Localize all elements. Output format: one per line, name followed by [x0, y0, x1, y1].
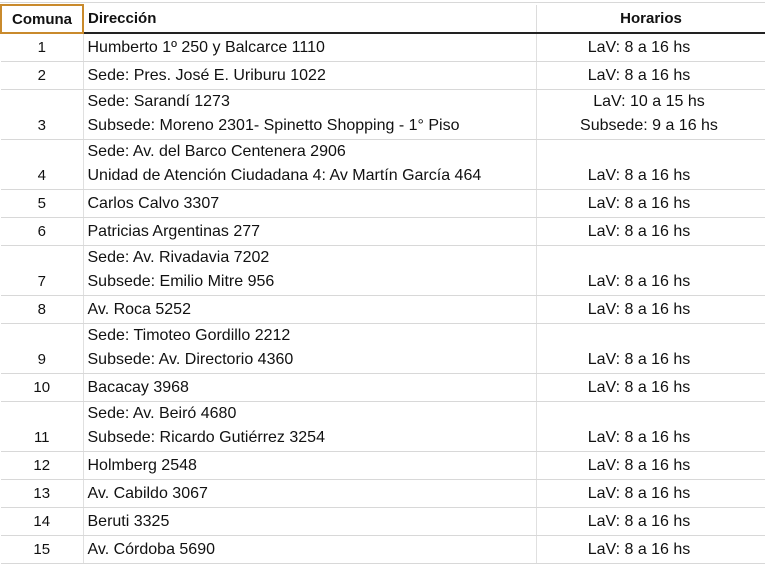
direccion-line: Sede: Pres. José E. Uriburu 1022: [87, 67, 326, 84]
horarios-line: LaV: 8 a 16 hs: [587, 541, 691, 558]
direccion-line: Av. Cabildo 3067: [87, 485, 208, 502]
horarios-line: LaV: 8 a 16 hs: [587, 351, 691, 368]
comuna-number-cell[interactable]: 2: [1, 62, 83, 90]
comuna-number-cell[interactable]: 13: [1, 480, 83, 508]
direccion-line: Beruti 3325: [87, 513, 170, 530]
grid-top-line: [0, 2, 765, 3]
direccion-cell[interactable]: [83, 480, 536, 508]
horarios-line: LaV: 8 a 16 hs: [587, 167, 691, 184]
table-row: [1, 246, 765, 296]
comuna-number-cell[interactable]: 3: [1, 90, 83, 140]
horarios-cell[interactable]: [536, 190, 765, 218]
direccion-line: Carlos Calvo 3307: [87, 195, 220, 212]
horarios-cell[interactable]: [536, 296, 765, 324]
header-horarios-cell[interactable]: Horarios: [536, 5, 765, 33]
direccion-cell[interactable]: [83, 536, 536, 564]
table-row: [1, 452, 765, 480]
horarios-cell[interactable]: [536, 140, 765, 190]
table-row: [1, 374, 765, 402]
direccion-cell[interactable]: [83, 140, 536, 190]
comunas-table: [0, 4, 765, 564]
horarios-line: LaV: 8 a 16 hs: [587, 273, 691, 290]
horarios-line: LaV: 10 a 15 hs: [593, 93, 705, 110]
horarios-line: LaV: 8 a 16 hs: [587, 39, 691, 56]
comuna-number-cell[interactable]: 4: [1, 140, 83, 190]
table-row: [1, 402, 765, 452]
direccion-cell[interactable]: [83, 246, 536, 296]
table-row: [1, 508, 765, 536]
comuna-number-cell[interactable]: 7: [1, 246, 83, 296]
comuna-number-cell[interactable]: 8: [1, 296, 83, 324]
horarios-line: LaV: 8 a 16 hs: [587, 485, 691, 502]
direccion-cell[interactable]: [83, 374, 536, 402]
direccion-line: Unidad de Atención Ciudadana 4: Av Martín García 464: [87, 167, 482, 184]
comuna-number-cell[interactable]: 9: [1, 324, 83, 374]
direccion-line: Humberto 1º 250 y Balcarce 1110: [87, 39, 325, 56]
header-comuna-cell[interactable]: Comuna: [1, 5, 83, 33]
horarios-line: LaV: 8 a 16 hs: [587, 301, 691, 318]
direccion-line: Sede: Timoteo Gordillo 2212: [87, 327, 291, 344]
horarios-line: LaV: 8 a 16 hs: [587, 457, 691, 474]
horarios-line: LaV: 8 a 16 hs: [587, 195, 691, 212]
comuna-number-cell[interactable]: 1: [1, 33, 83, 62]
horarios-line: LaV: 8 a 16 hs: [587, 429, 691, 446]
header-direccion-cell[interactable]: Dirección: [83, 5, 536, 33]
horarios-line: LaV: 8 a 16 hs: [587, 513, 691, 530]
direccion-cell[interactable]: [83, 33, 536, 62]
comuna-number-cell[interactable]: 15: [1, 536, 83, 564]
direccion-line: Sede: Av. Beiró 4680: [87, 405, 237, 422]
direccion-line: Holmberg 2548: [87, 457, 197, 474]
direccion-cell[interactable]: [83, 402, 536, 452]
horarios-cell[interactable]: [536, 452, 765, 480]
direccion-cell[interactable]: [83, 62, 536, 90]
comuna-number-cell[interactable]: 14: [1, 508, 83, 536]
direccion-line: Subsede: Emilio Mitre 956: [87, 273, 275, 290]
direccion-cell[interactable]: [83, 218, 536, 246]
direccion-cell[interactable]: [83, 90, 536, 140]
table-row: [1, 62, 765, 90]
table-row: [1, 480, 765, 508]
horarios-cell[interactable]: [536, 90, 765, 140]
direccion-line: Av. Córdoba 5690: [87, 541, 215, 558]
horarios-cell[interactable]: [536, 508, 765, 536]
direccion-line: Sede: Sarandí 1273: [87, 93, 230, 110]
table-row: [1, 190, 765, 218]
direccion-line: Patricias Argentinas 277: [87, 223, 261, 240]
horarios-cell[interactable]: [536, 246, 765, 296]
direccion-cell[interactable]: [83, 508, 536, 536]
comuna-number-cell[interactable]: 6: [1, 218, 83, 246]
comuna-number-cell[interactable]: 10: [1, 374, 83, 402]
table-body: [1, 33, 765, 564]
table-row: [1, 140, 765, 190]
direccion-line: Sede: Av. del Barco Centenera 2906: [87, 143, 346, 160]
horarios-cell[interactable]: [536, 33, 765, 62]
direccion-cell[interactable]: [83, 190, 536, 218]
direccion-line: Subsede: Moreno 2301- Spinetto Shopping - 1° Piso: [87, 117, 460, 134]
comuna-number-cell[interactable]: 11: [1, 402, 83, 452]
horarios-cell[interactable]: [536, 218, 765, 246]
direccion-line: Subsede: Av. Directorio 4360: [87, 351, 294, 368]
horarios-cell[interactable]: [536, 62, 765, 90]
horarios-cell[interactable]: [536, 374, 765, 402]
direccion-line: Sede: Av. Rivadavia 7202: [87, 249, 270, 266]
table-row: [1, 33, 765, 62]
direccion-cell[interactable]: [83, 452, 536, 480]
table-row: [1, 324, 765, 374]
direccion-cell[interactable]: [83, 324, 536, 374]
table-row: [1, 536, 765, 564]
table-row: [1, 90, 765, 140]
horarios-cell[interactable]: [536, 402, 765, 452]
horarios-cell[interactable]: [536, 536, 765, 564]
comuna-number-cell[interactable]: 12: [1, 452, 83, 480]
comuna-number-cell[interactable]: 5: [1, 190, 83, 218]
horarios-line: LaV: 8 a 16 hs: [587, 379, 691, 396]
horarios-cell[interactable]: [536, 480, 765, 508]
horarios-line: LaV: 8 a 16 hs: [587, 67, 691, 84]
horarios-line: LaV: 8 a 16 hs: [587, 223, 691, 240]
header-row: [1, 5, 765, 33]
direccion-line: Av. Roca 5252: [87, 301, 191, 318]
table-row: [1, 296, 765, 324]
direccion-cell[interactable]: [83, 296, 536, 324]
horarios-line: Subsede: 9 a 16 hs: [580, 117, 718, 134]
table-row: [1, 218, 765, 246]
direccion-line: Bacacay 3968: [87, 379, 189, 396]
direccion-line: Subsede: Ricardo Gutiérrez 3254: [87, 429, 325, 446]
horarios-cell[interactable]: [536, 324, 765, 374]
